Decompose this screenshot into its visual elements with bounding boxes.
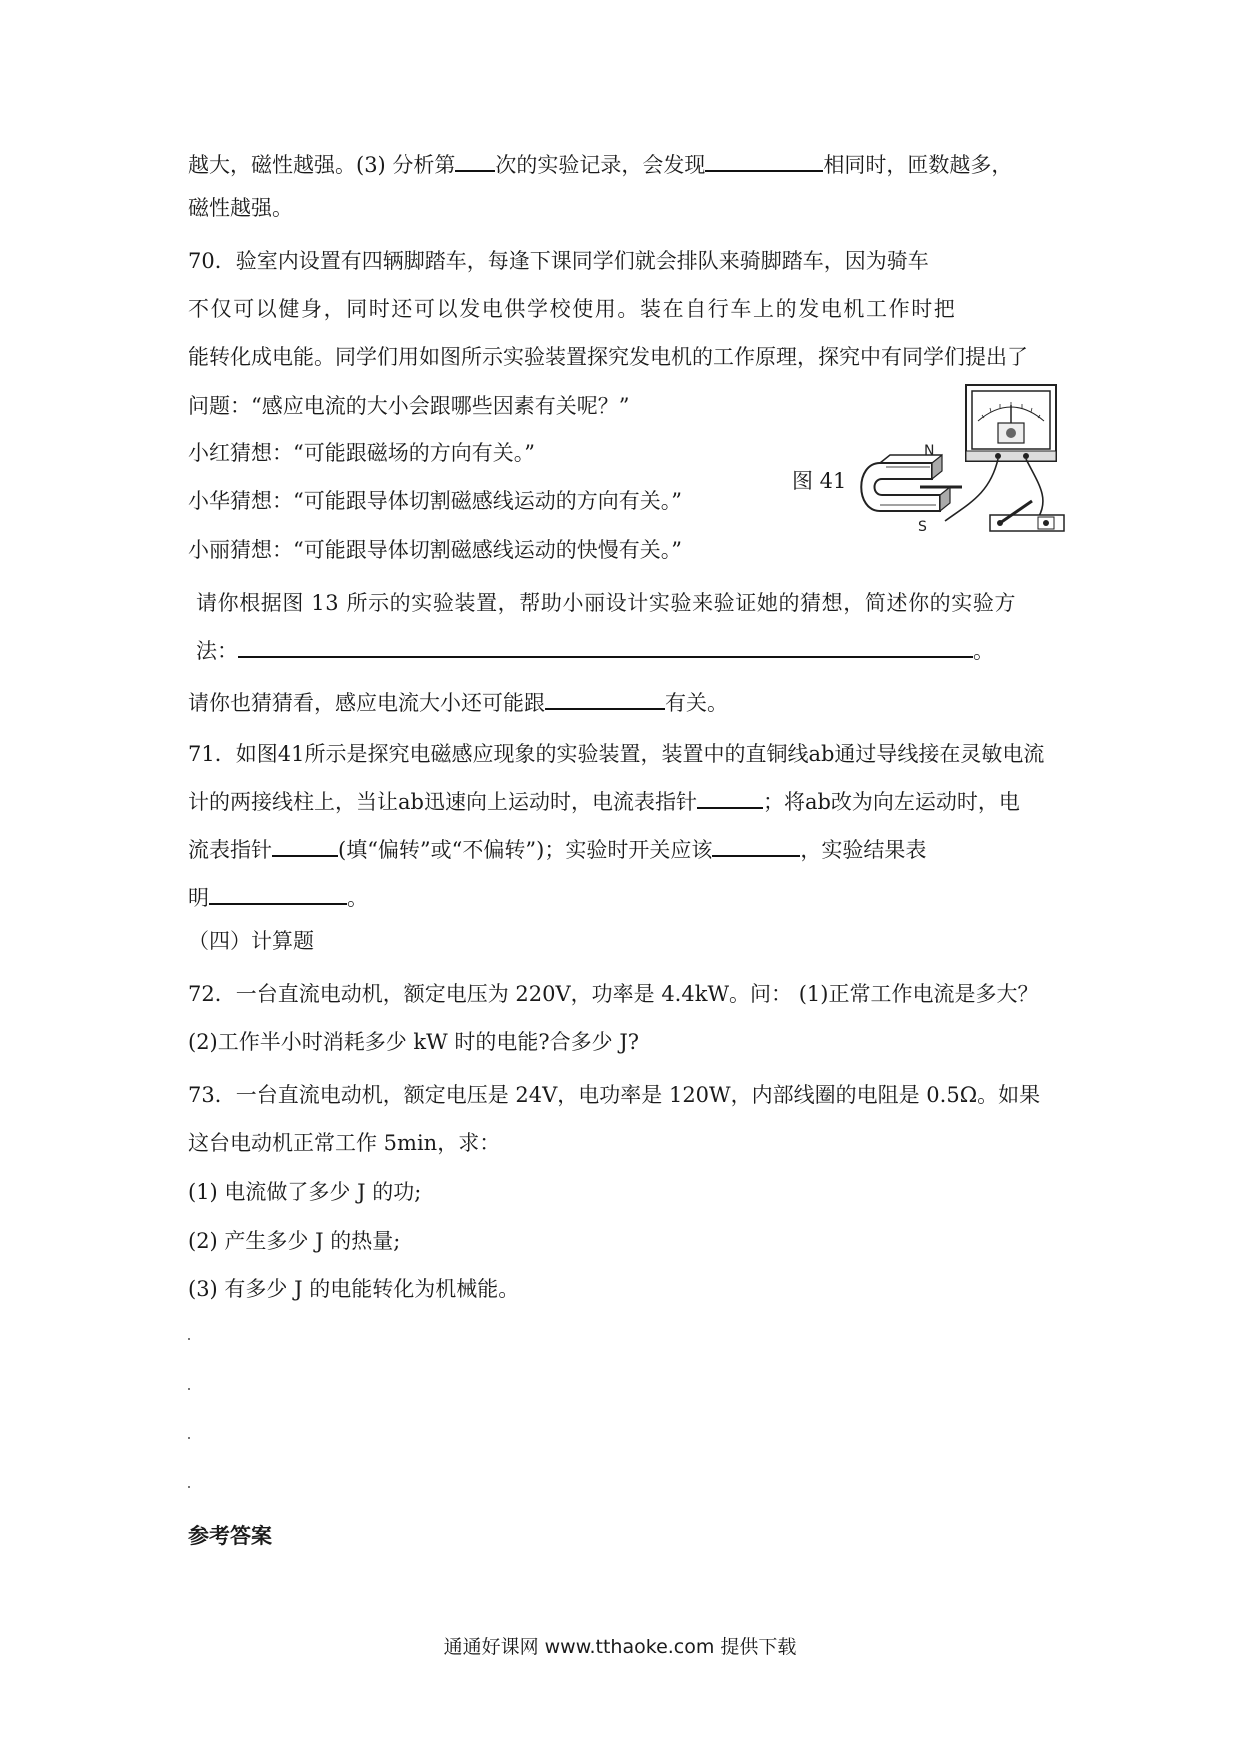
q70-line-9 bbox=[196, 636, 994, 666]
q71-text-e: ，实验结果表 bbox=[800, 838, 927, 862]
q71-text-d: (填“偏转”或“不偏转”)；实验时开关应该 bbox=[338, 838, 713, 862]
q70-line-8: 请你根据图 13 所示的实验装置，帮助小丽设计实验来验证她的猜想，简述你的实验方 bbox=[196, 591, 1017, 615]
q71-blank-1[interactable] bbox=[697, 789, 763, 809]
q69-text-b: 次的实验记录，会发现 bbox=[495, 153, 706, 177]
q71-line-3 bbox=[188, 835, 926, 865]
figure-label: 图 41 bbox=[792, 469, 847, 493]
q73-line-1: 73．一台直流电动机，额定电压是 24V，电功率是 120W，内部线圈的电阻是 0.5Ω。如果 bbox=[188, 1083, 1041, 1107]
q69-text-c: 相同时，匝数越多， bbox=[823, 153, 1013, 177]
q71-text-f: 明 bbox=[188, 886, 209, 910]
q72-line-2: (2)工作半小时消耗多少 kW 时的电能?合多少 J? bbox=[188, 1030, 640, 1054]
footer-credit: 通通好课网 www.tthaoke.com 提供下载 bbox=[443, 1636, 797, 1658]
q71-text-g: 。 bbox=[347, 886, 368, 910]
q70-text-end: 。 bbox=[973, 639, 994, 663]
q71-blank-4[interactable] bbox=[209, 885, 347, 905]
q71-blank-2[interactable] bbox=[272, 837, 338, 857]
q73-line-2: 这台电动机正常工作 5min，求： bbox=[188, 1131, 501, 1155]
galvanometer-icon bbox=[966, 385, 1056, 461]
q70-guess-blank[interactable] bbox=[545, 690, 665, 710]
q71-text-b: ；将ab改为向左运动时，电 bbox=[762, 790, 1020, 814]
q70-line-4: 问题：“感应电流的大小会跟哪些因素有关呢？” bbox=[188, 394, 630, 418]
q71-line-2 bbox=[188, 787, 1020, 817]
q70-line-3: 能转化成电能。同学们用如图所示实验装置探究发电机的工作原理，探究中有同学们提出了 bbox=[188, 345, 1028, 369]
q69-line-1 bbox=[188, 150, 1012, 180]
q70-text-guess: 请你也猜猜看，感应电流大小还可能跟 bbox=[188, 691, 545, 715]
q69-blank-2[interactable] bbox=[705, 152, 823, 172]
q70-method-blank[interactable] bbox=[238, 638, 973, 658]
q71-text-a: 计的两接线柱上，当让ab迅速向上运动时，电流表指针 bbox=[188, 790, 697, 814]
q73-part-2: (2) 产生多少 J 的热量; bbox=[188, 1229, 401, 1253]
stray-dot bbox=[188, 1388, 190, 1390]
q70-text-related: 有关。 bbox=[665, 691, 728, 715]
stray-dot bbox=[188, 1338, 190, 1340]
q72-line-1: 72．一台直流电动机，额定电压为 220V，功率是 4.4kW。问： (1)正常工作电流是多大？ bbox=[188, 982, 1039, 1006]
q71-text-c: 流表指针 bbox=[188, 838, 272, 862]
q70-line-10 bbox=[188, 688, 728, 718]
stray-dot bbox=[188, 1437, 190, 1439]
q70-line-6: 小华猜想：“可能跟导体切割磁感线运动的方向有关。” bbox=[188, 489, 682, 513]
north-pole-label: N bbox=[924, 443, 935, 459]
q69-line-2: 磁性越强。 bbox=[188, 196, 293, 220]
switch-icon bbox=[990, 501, 1064, 531]
induction-apparatus-figure bbox=[850, 383, 1066, 563]
q70-line-5: 小红猜想：“可能跟磁场的方向有关。” bbox=[188, 441, 535, 465]
q69-blank-1[interactable] bbox=[455, 152, 495, 172]
horseshoe-magnet-icon bbox=[861, 455, 962, 511]
answer-heading: 参考答案 bbox=[188, 1524, 272, 1548]
q70-line-2: 不仅可以健身，同时还可以发电供学校使用。装在自行车上的发电机工作时把 bbox=[188, 297, 957, 321]
q71-line-1: 71．如图41所示是探究电磁感应现象的实验装置，装置中的直铜线ab通过导线接在灵敏电流 bbox=[188, 742, 1045, 766]
section-heading: （四）计算题 bbox=[188, 929, 314, 953]
q73-part-3: (3) 有多少 J 的电能转化为机械能。 bbox=[188, 1277, 520, 1301]
q70-line-7: 小丽猜想：“可能跟导体切割磁感线运动的快慢有关。” bbox=[188, 538, 682, 562]
q73-part-1: (1) 电流做了多少 J 的功; bbox=[188, 1180, 422, 1204]
stray-dot bbox=[188, 1486, 190, 1488]
south-pole-label: S bbox=[918, 519, 927, 535]
q71-line-4 bbox=[188, 883, 368, 913]
q70-text-method: 法： bbox=[196, 639, 238, 663]
q69-text-a: 越大，磁性越强。(3) 分析第 bbox=[188, 153, 456, 177]
q71-blank-3[interactable] bbox=[712, 837, 800, 857]
q70-line-1: 70．验室内设置有四辆脚踏车，每逢下课同学们就会排队来骑脚踏车，因为骑车 bbox=[188, 249, 929, 273]
